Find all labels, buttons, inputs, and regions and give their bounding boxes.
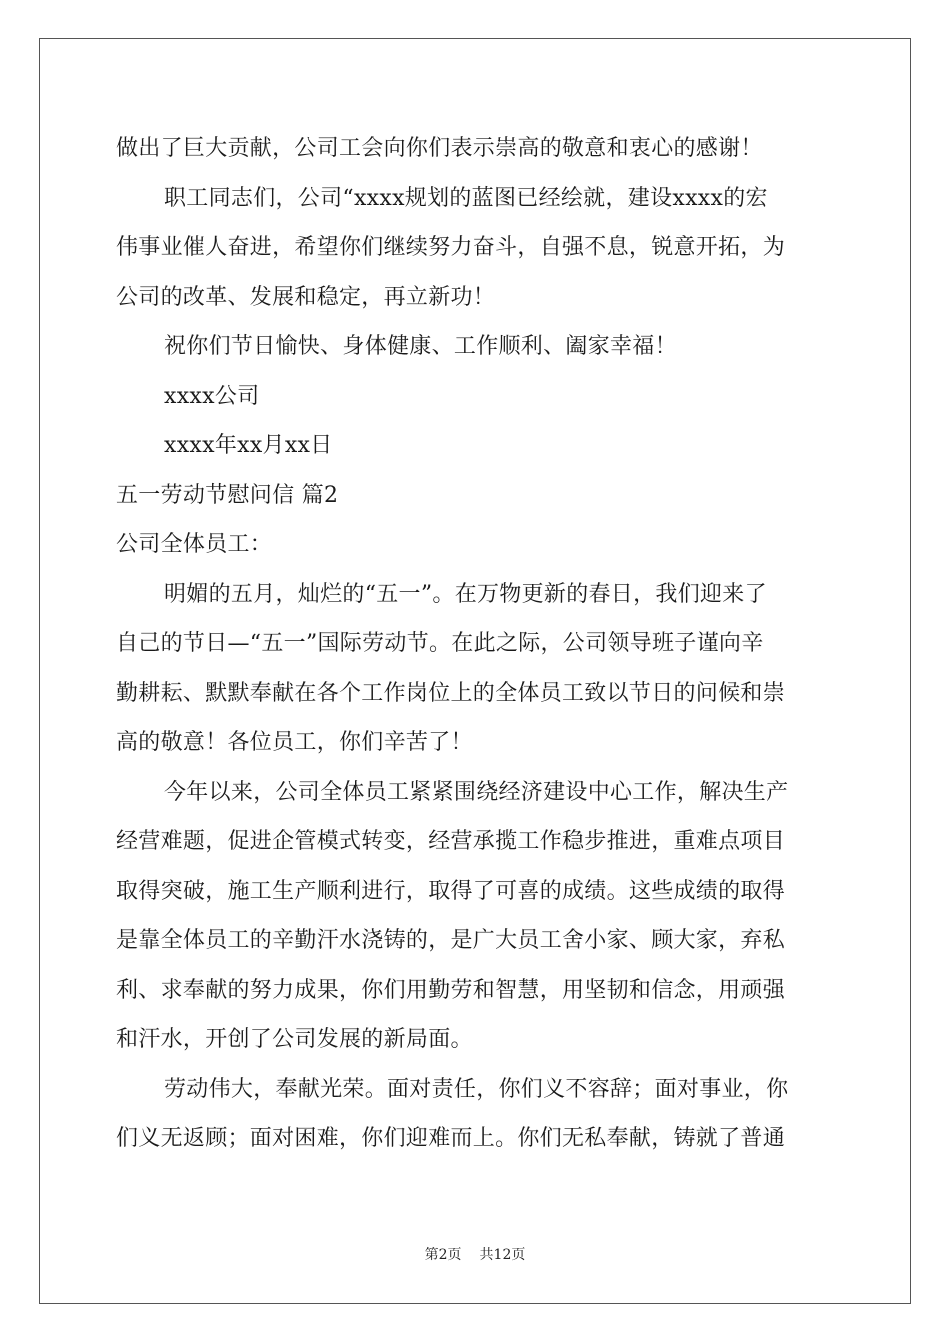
text-line: 职工同志们，公司“xxxx规划的蓝图已经绘就，建设xxxx的宏 (164, 185, 768, 211)
text-line: 是靠全体员工的辛勤汗水浇铸的，是广大员工舍小家、顾大家，弃私 (116, 928, 786, 953)
signature-company: xxxx公司 (164, 383, 260, 409)
text-line: 们义无返顾；面对困难，你们迎难而上。你们无私奉献，铸就了普通 (116, 1126, 786, 1151)
page-number-total: 共12页 (479, 1247, 526, 1263)
text-line: 经营难题，促进企管模式转变，经营承揽工作稳步推进，重难点项目 (116, 829, 786, 854)
text-line: 利、求奉献的努力成果，你们用勤劳和智慧，用坚韧和信念，用顽强 (116, 977, 786, 1003)
text-line: 今年以来，公司全体员工紧紧围绕经济建设中心工作，解决生产 (164, 779, 789, 805)
text-line: 取得突破，施工生产顺利进行，取得了可喜的成绩。这些成绩的取得 (116, 878, 786, 904)
text-line: 祝你们节日愉快、身体健康、工作顺利、阖家幸福！ (164, 334, 677, 359)
text-line: 公司的改革、发展和稳定，再立新功！ (116, 284, 496, 310)
text-line: 和汗水，开创了公司发展的新局面。 (116, 1027, 473, 1052)
salutation: 公司全体员工： (116, 532, 273, 557)
text-line: 高的敬意！各位员工，你们辛苦了！ (116, 730, 473, 755)
document-body (116, 124, 832, 1164)
page-number-current: 第2页 (424, 1247, 462, 1263)
text-line: 做出了巨大贡献，公司工会向你们表示崇高的敬意和衷心的感谢！ (116, 136, 763, 161)
page-footer (0, 1244, 950, 1264)
text-line: 勤耕耘、默默奉献在各个工作岗位上的全体员工致以节日的问候和崇 (116, 680, 786, 706)
section-title: 五一劳动节慰问信 篇2 (116, 482, 339, 508)
text-line: 劳动伟大，奉献光荣。面对责任，你们义不容辞；面对事业，你 (164, 1076, 789, 1102)
text-line: 明媚的五月，灿烂的“五一”。在万物更新的春日，我们迎来了 (164, 581, 767, 607)
signature-date: xxxx年xx月xx日 (164, 433, 333, 458)
text-line: 自己的节日—“五一”国际劳动节。在此之际，公司领导班子谨向辛 (116, 631, 764, 656)
text-line: 伟事业催人奋进，希望你们继续努力奋斗，自强不息，锐意开拓，为 (116, 235, 786, 260)
